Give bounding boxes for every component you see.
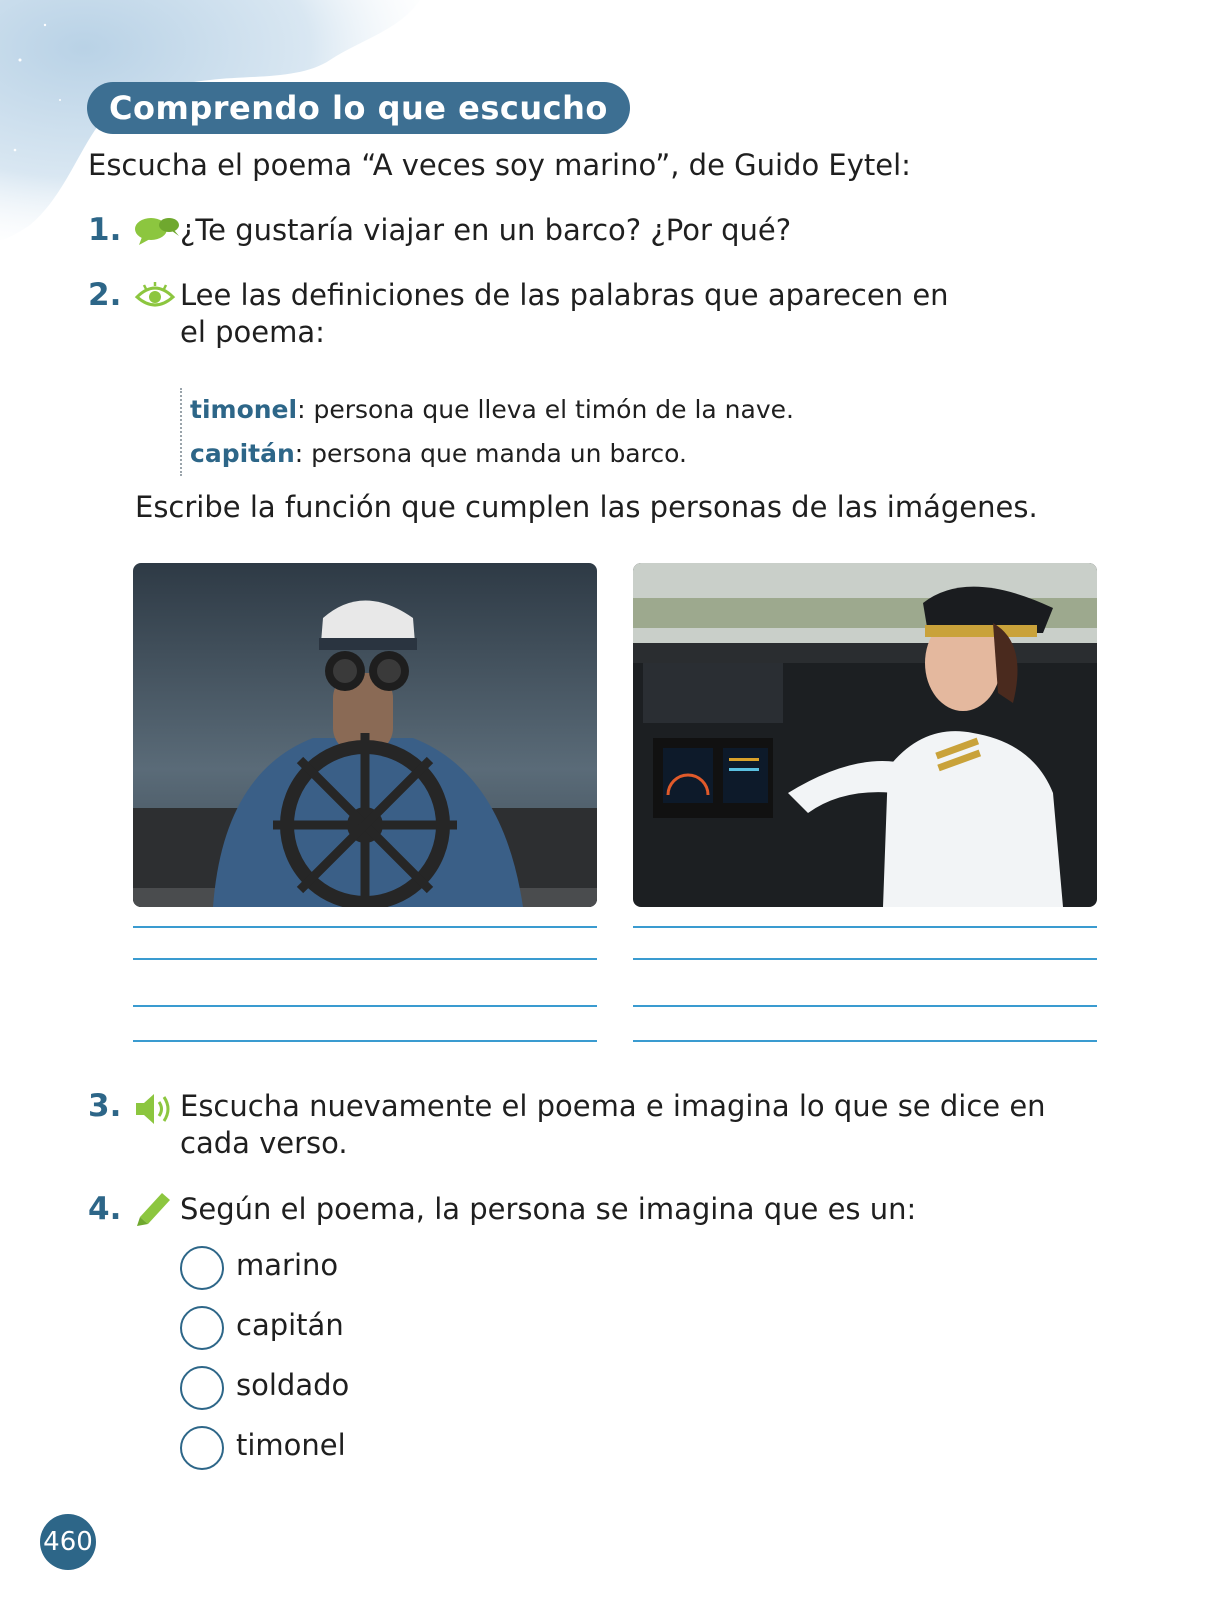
eye-icon [134,281,176,311]
page-number: 460 [40,1514,96,1570]
question-number: 2. [88,277,122,313]
option-circle[interactable] [180,1426,224,1470]
option-label: timonel [236,1428,346,1462]
section-title: Comprendo lo que escucho [87,82,630,134]
answer-line[interactable] [133,958,597,960]
answer-line[interactable] [633,958,1097,960]
question-text-line-2: el poema: [180,315,325,349]
speaker-icon [134,1092,174,1126]
question-text-line-1: Lee las definiciones de las palabras que aparecen en [180,278,949,312]
intro-text: Escucha el poema “A veces soy marino”, de Guido Eytel: [88,148,911,182]
definition-text: : persona que lleva el timón de la nave. [297,395,794,424]
definitions-box [180,388,794,476]
pilot-photo [633,563,1097,907]
definition-text: : persona que manda un barco. [294,439,687,468]
question-text: Según el poema, la persona se imagina que es un: [180,1192,917,1226]
question-text: ¿Te gustaría viajar en un barco? ¿Por qué? [180,213,792,247]
option-circle[interactable] [180,1366,224,1410]
option-label: soldado [236,1368,350,1402]
question-number: 1. [88,212,122,248]
speech-bubbles-icon [134,216,182,246]
option-circle[interactable] [180,1246,224,1290]
question-text-line-2: cada verso. [180,1126,348,1160]
option-circle[interactable] [180,1306,224,1350]
definition-term: timonel [190,395,298,424]
definition-capitan [190,432,794,476]
answer-line[interactable] [133,926,597,928]
answer-line[interactable] [633,926,1097,928]
pencil-icon [134,1189,174,1227]
sailor-photo [133,563,597,907]
instruction-text: Escribe la función que cumplen las personas de las imágenes. [135,490,1038,524]
question-number: 4. [88,1191,122,1227]
answer-line[interactable] [133,1040,597,1042]
answer-line[interactable] [133,1005,597,1007]
answer-line[interactable] [633,1040,1097,1042]
question-text-line-1: Escucha nuevamente el poema e imagina lo que se dice en [180,1089,1046,1123]
definition-term: capitán [190,439,295,468]
option-label: marino [236,1248,339,1282]
answer-line[interactable] [633,1005,1097,1007]
definition-timonel [190,388,794,432]
option-label: capitán [236,1308,344,1342]
question-number: 3. [88,1088,122,1124]
